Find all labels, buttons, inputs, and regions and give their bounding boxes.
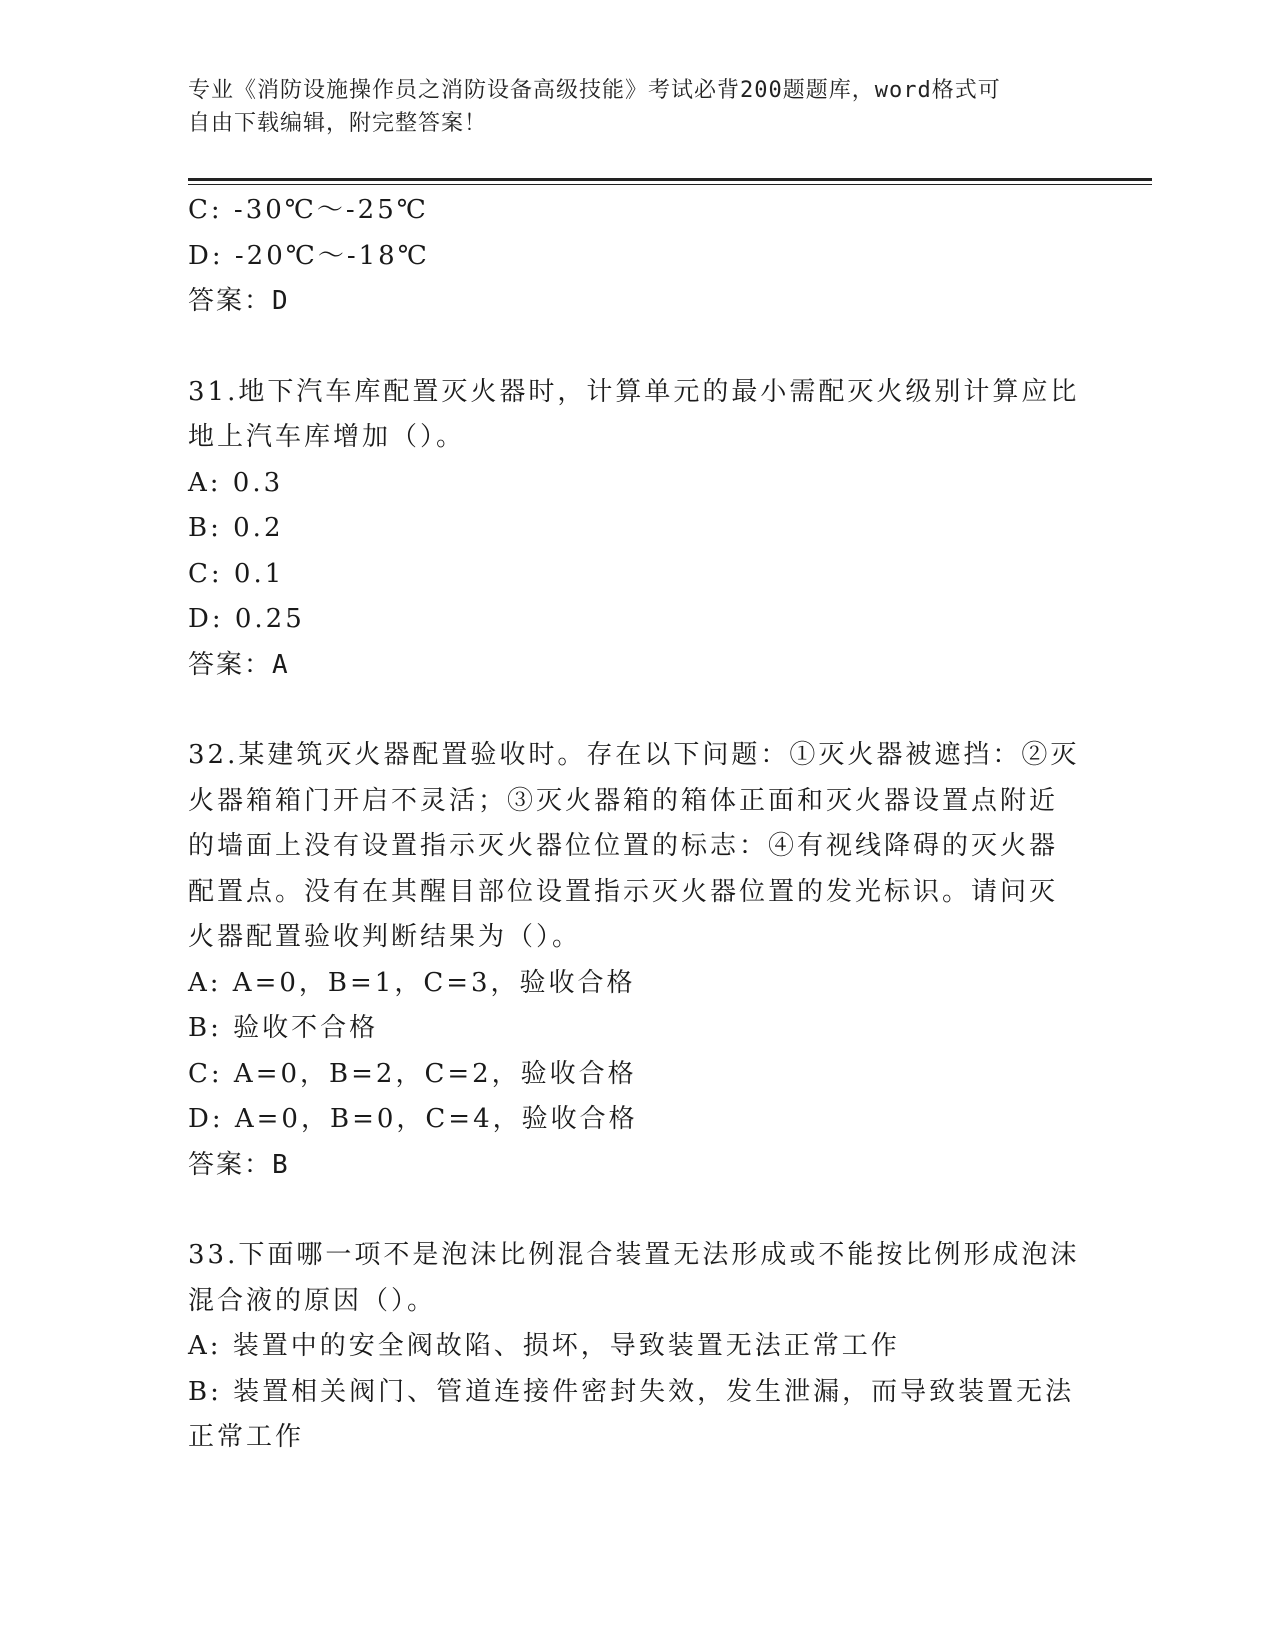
question-stem-line: 混合液的原因（）。 [188,1285,437,1316]
question-stem-line: 火器箱箱门开启不灵活；③灭火器箱的箱体正面和灭火器设置点附近 [188,785,1059,816]
header-divider-thin [188,184,1152,185]
document-body [188,188,1080,1461]
option-c: C: A=0，B=2，C=2，验收合格 [188,1058,637,1089]
spacer [188,688,1068,733]
option-c: C: 0.1 [188,558,285,589]
option-c: C: -30℃～-25℃ [188,195,429,225]
question-stem-line: 配置点。没有在其醒目部位设置指示灭火器位置的发光标识。请问灭 [188,876,1059,907]
option-b-continued: 正常工作 [188,1422,305,1452]
option-a: A: 装置中的安全阀故陷、损坏，导致装置无法正常工作 [188,1331,900,1361]
question-32 [188,733,1080,1188]
option-b: B: 装置相关阀门、管道连接件密封失效，发生泄漏，而导致装置无法 [188,1376,1075,1407]
spacer [188,325,1068,370]
header-line-2: 自由下载编辑，附完整答案！ [188,111,488,136]
header-divider-thick [188,178,1152,181]
answer-line: 答案：B [188,1149,290,1180]
question-stem-line: 33.下面哪一项不是泡沫比例混合装置无法形成或不能按比例形成泡沫 [188,1240,1080,1270]
option-d: D: A=0，B=0，C=4，验收合格 [188,1104,638,1134]
question-stem-line: 32.某建筑灭火器配置验收时。存在以下问题：①灭火器被遮挡：②灭 [188,740,1080,770]
question-stem-line: 地上汽车库增加（）。 [188,422,466,452]
answer-line: 答案：D [188,286,290,316]
question-stem-line: 的墙面上没有设置指示灭火器位位置的标志：④有视线降碍的灭火器 [188,831,1059,861]
spacer [188,1188,1068,1233]
document-header [188,74,1068,140]
previous-question-tail [188,188,1068,325]
option-a: A: 0.3 [188,467,284,498]
option-d: D: -20℃～-18℃ [188,240,430,271]
answer-line: 答案：A [188,649,290,680]
option-d: D: 0.25 [188,604,305,634]
question-33 [188,1233,1080,1461]
option-b: B: 验收不合格 [188,1013,379,1043]
question-stem-line: 31.地下汽车库配置灭火器时，计算单元的最小需配灭火级别计算应比 [188,376,1080,407]
question-31 [188,370,1080,689]
option-a: A: A=0，B=1，C=3，验收合格 [188,967,636,998]
header-line-1: 专业《消防设施操作员之消防设备高级技能》考试必背200题题库，word格式可 [188,78,1001,103]
question-stem-line: 火器配置验收判断结果为（）。 [188,922,582,952]
option-b: B: 0.2 [188,513,284,543]
